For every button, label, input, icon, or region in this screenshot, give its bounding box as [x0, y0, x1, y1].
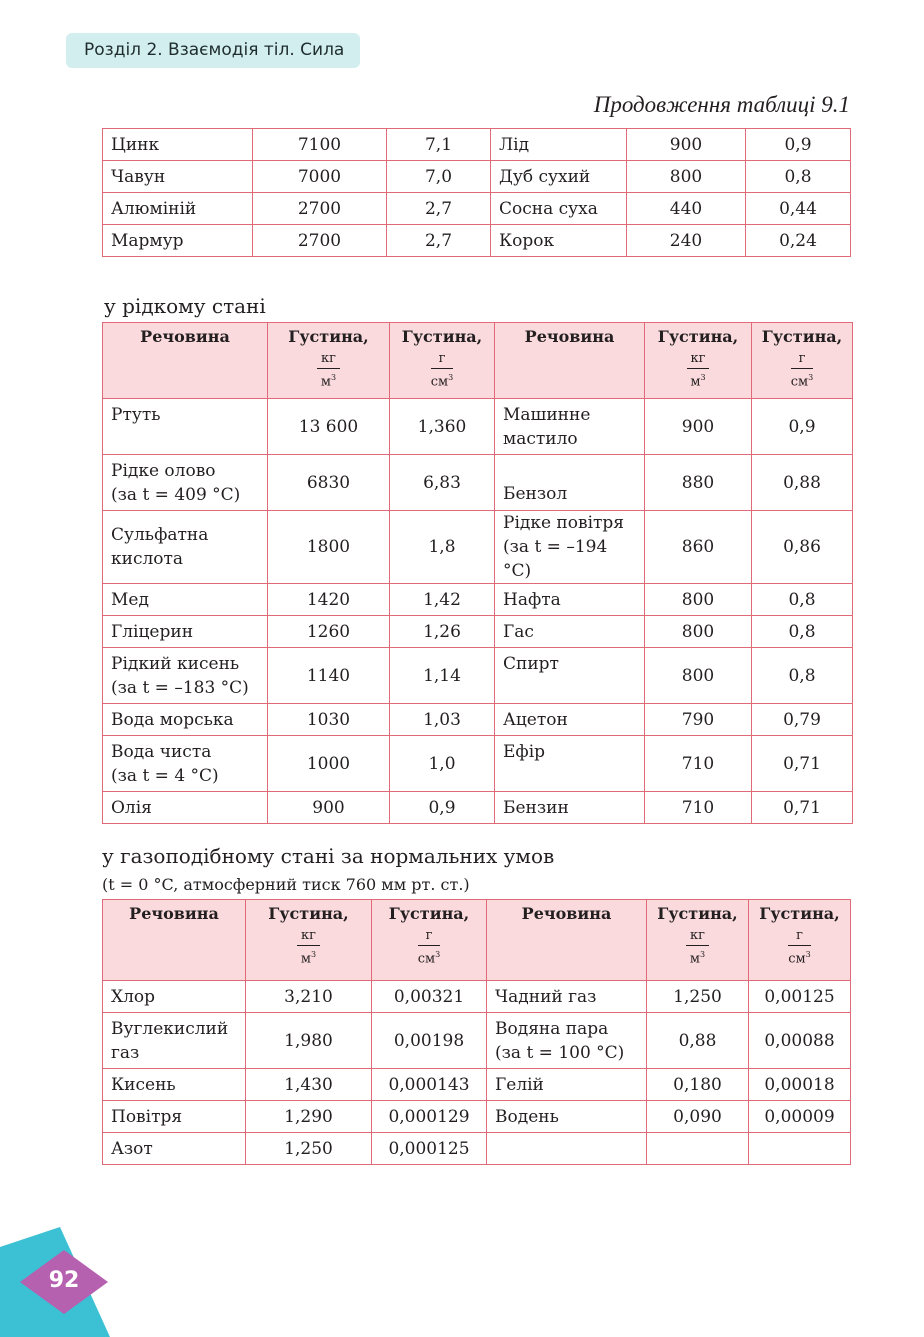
substance-name: Сульфатна: [111, 525, 209, 545]
density-cell: 0,000125: [372, 1133, 487, 1165]
density-cell: 1800: [268, 511, 390, 584]
table-row: [103, 399, 853, 455]
gas-section-title: у газоподібному стані за нормальних умов: [102, 844, 555, 868]
density-cell: 710: [645, 792, 752, 824]
substance-cell: Мед: [103, 584, 268, 616]
substance-note: (за t = –183 °C): [111, 677, 249, 698]
density-cell: 900: [627, 129, 746, 161]
substance-cell: Повітря: [103, 1101, 246, 1133]
density-cell: 0,24: [746, 225, 851, 257]
substance-name: Ефір: [503, 742, 546, 762]
density-cell: 0,8: [752, 616, 853, 648]
density-cell: 860: [645, 511, 752, 584]
density-cell: 7000: [253, 161, 387, 193]
liquid-section-title: у рідкому стані: [104, 294, 266, 318]
substance-cell: [103, 399, 268, 455]
solid-density-table: [102, 128, 851, 257]
density-cell: 6,83: [390, 455, 495, 511]
substance-note: (за t = 409 °C): [111, 484, 241, 505]
density-kg-header-right: Густина, $\frac{кг}{м^3}$: [647, 900, 749, 981]
density-cell: 710: [645, 736, 752, 792]
density-cell: 6830: [268, 455, 390, 511]
density-cell: 800: [627, 161, 746, 193]
density-cell: 0,88: [647, 1013, 749, 1069]
table-row: [103, 981, 851, 1013]
substance-cell: Водень: [487, 1101, 647, 1133]
density-cell: 1,8: [390, 511, 495, 584]
density-cell: 1030: [268, 704, 390, 736]
density-cell: 0,00088: [749, 1013, 851, 1069]
substance-name: Рідке олово: [111, 460, 216, 481]
density-cell: 0,000143: [372, 1069, 487, 1101]
gas-header-row: [103, 900, 851, 981]
substance-name: Водяна пара: [495, 1018, 609, 1039]
substance-cell: [103, 1013, 246, 1069]
substance-cell: [103, 511, 268, 584]
density-cell: 1000: [268, 736, 390, 792]
chapter-tag: Розділ 2. Взаємодія тіл. Сила: [66, 33, 360, 68]
density-cell: 7,0: [387, 161, 491, 193]
density-cell: 800: [645, 584, 752, 616]
substance-cell: Азот: [103, 1133, 246, 1165]
substance-header-right: Речовина: [495, 323, 645, 399]
density-cell: 0,9: [390, 792, 495, 824]
density-cell: 2700: [253, 225, 387, 257]
substance-cell: Чавун: [103, 161, 253, 193]
density-cell: 0,00125: [749, 981, 851, 1013]
density-cell: 1,42: [390, 584, 495, 616]
density-cell: 0,00018: [749, 1069, 851, 1101]
density-cell: 1,980: [246, 1013, 372, 1069]
density-cell: 1,250: [246, 1133, 372, 1165]
density-cell: 0,090: [647, 1101, 749, 1133]
density-cell: 1,360: [390, 399, 495, 455]
density-cell: 0,00321: [372, 981, 487, 1013]
substance-cell: Бензин: [495, 792, 645, 824]
density-cell: 0,88: [752, 455, 853, 511]
substance-note: (за t = 100 °C): [495, 1042, 625, 1063]
density-cell: 1140: [268, 648, 390, 704]
substance-note: мастило: [503, 428, 578, 449]
density-cell: 0,8: [746, 161, 851, 193]
density-cell: 1,250: [647, 981, 749, 1013]
substance-cell: [495, 511, 645, 584]
substance-cell: Гас: [495, 616, 645, 648]
density-g-header: Густина, $\frac{г}{см^3}$: [372, 900, 487, 981]
density-cell: 13 600: [268, 399, 390, 455]
table-row: [103, 736, 853, 792]
table-continuation-caption: Продовження таблиці 9.1: [593, 92, 850, 117]
substance-cell: Корок: [491, 225, 627, 257]
density-cell: 3,210: [246, 981, 372, 1013]
substance-cell: Вода морська: [103, 704, 268, 736]
substance-cell: Ацетон: [495, 704, 645, 736]
liquid-density-table: [102, 322, 853, 824]
gas-section-subtitle: (t = 0 °C, атмосферний тиск 760 мм рт. ст.): [102, 875, 470, 894]
density-cell: 0,86: [752, 511, 853, 584]
density-cell: [647, 1133, 749, 1165]
substance-name: Машинне: [503, 404, 591, 425]
substance-cell: [495, 399, 645, 455]
substance-cell: Мармур: [103, 225, 253, 257]
substance-header: Речовина: [103, 323, 268, 399]
substance-cell: Лід: [491, 129, 627, 161]
gas-density-table: [102, 899, 851, 1165]
substance-name: Вода чиста: [111, 741, 212, 762]
table-row: [103, 129, 851, 161]
density-cell: 1,430: [246, 1069, 372, 1101]
density-cell: 0,00198: [372, 1013, 487, 1069]
density-cell: 1,03: [390, 704, 495, 736]
table-row: [103, 1133, 851, 1165]
table-row: [103, 225, 851, 257]
density-cell: 2,7: [387, 193, 491, 225]
density-cell: 0,8: [752, 584, 853, 616]
substance-cell: [487, 1013, 647, 1069]
substance-header: Речовина: [103, 900, 246, 981]
density-cell: 0,71: [752, 736, 853, 792]
density-kg-header-right: Густина, $\frac{кг}{м^3}$: [645, 323, 752, 399]
density-cell: 1260: [268, 616, 390, 648]
density-cell: 7100: [253, 129, 387, 161]
substance-cell: Алюміній: [103, 193, 253, 225]
density-cell: [749, 1133, 851, 1165]
density-cell: 240: [627, 225, 746, 257]
table-row: [103, 648, 853, 704]
density-cell: 1,26: [390, 616, 495, 648]
substance-cell: Цинк: [103, 129, 253, 161]
density-cell: 800: [645, 648, 752, 704]
table-row: [103, 584, 853, 616]
table-row: [103, 455, 853, 511]
density-cell: 440: [627, 193, 746, 225]
substance-name: Рідке повітря: [503, 513, 625, 533]
substance-cell: Нафта: [495, 584, 645, 616]
table-row: [103, 161, 851, 193]
substance-header-right: Речовина: [487, 900, 647, 981]
density-cell: 0,9: [752, 399, 853, 455]
substance-cell: Гелій: [487, 1069, 647, 1101]
table-row: [103, 792, 853, 824]
substance-note: кислота: [111, 549, 184, 569]
substance-cell: [495, 736, 645, 792]
substance-name: Спирт: [503, 654, 559, 674]
density-g-header-right: Густина, $\frac{г}{см^3}$: [752, 323, 853, 399]
substance-note: (за t = –194 °C): [503, 537, 608, 581]
substance-name: Рідкий кисень: [111, 653, 240, 674]
substance-cell: [103, 736, 268, 792]
density-cell: 0,180: [647, 1069, 749, 1101]
substance-cell: Кисень: [103, 1069, 246, 1101]
table-row: [103, 1013, 851, 1069]
substance-note: (за t = 4 °C): [111, 765, 219, 786]
substance-cell: Олія: [103, 792, 268, 824]
density-cell: 1,290: [246, 1101, 372, 1133]
density-cell: 0,71: [752, 792, 853, 824]
density-g-header: Густина, $\frac{г}{см^3}$: [390, 323, 495, 399]
density-cell: 2700: [253, 193, 387, 225]
substance-cell: Дуб сухий: [491, 161, 627, 193]
substance-note: Бензол: [503, 484, 568, 504]
substance-note: газ: [111, 1042, 140, 1063]
density-cell: 790: [645, 704, 752, 736]
density-cell: 2,7: [387, 225, 491, 257]
substance-cell: Гліцерин: [103, 616, 268, 648]
substance-cell: Хлор: [103, 981, 246, 1013]
density-cell: 0,00009: [749, 1101, 851, 1133]
substance-cell: [495, 455, 645, 511]
table-row: [103, 1069, 851, 1101]
density-cell: 7,1: [387, 129, 491, 161]
substance-name: Ртуть: [111, 405, 161, 425]
table-row: [103, 1101, 851, 1133]
substance-cell: [103, 648, 268, 704]
page-number-badge: [20, 1250, 108, 1314]
density-cell: 1420: [268, 584, 390, 616]
density-kg-header: Густина, $\frac{кг}{м^3}$: [268, 323, 390, 399]
density-cell: 1,0: [390, 736, 495, 792]
substance-cell: [487, 1133, 647, 1165]
substance-cell: [103, 455, 268, 511]
density-cell: 900: [268, 792, 390, 824]
density-cell: 0,000129: [372, 1101, 487, 1133]
substance-name: Вуглекислий: [111, 1018, 229, 1039]
page-number: 92: [48, 1268, 80, 1293]
density-cell: 0,8: [752, 648, 853, 704]
density-cell: 800: [645, 616, 752, 648]
density-cell: 1,14: [390, 648, 495, 704]
density-cell: 880: [645, 455, 752, 511]
table-row: [103, 704, 853, 736]
density-g-header-right: Густина, $\frac{г}{см^3}$: [749, 900, 851, 981]
substance-cell: [495, 648, 645, 704]
table-row: [103, 193, 851, 225]
substance-cell: Чадний газ: [487, 981, 647, 1013]
density-cell: 0,79: [752, 704, 853, 736]
liquid-header-row: [103, 323, 853, 399]
density-cell: 900: [645, 399, 752, 455]
density-cell: 0,44: [746, 193, 851, 225]
substance-cell: Сосна суха: [491, 193, 627, 225]
density-cell: 0,9: [746, 129, 851, 161]
table-row: [103, 616, 853, 648]
table-row: [103, 511, 853, 584]
density-kg-header: Густина, $\frac{кг}{м^3}$: [246, 900, 372, 981]
